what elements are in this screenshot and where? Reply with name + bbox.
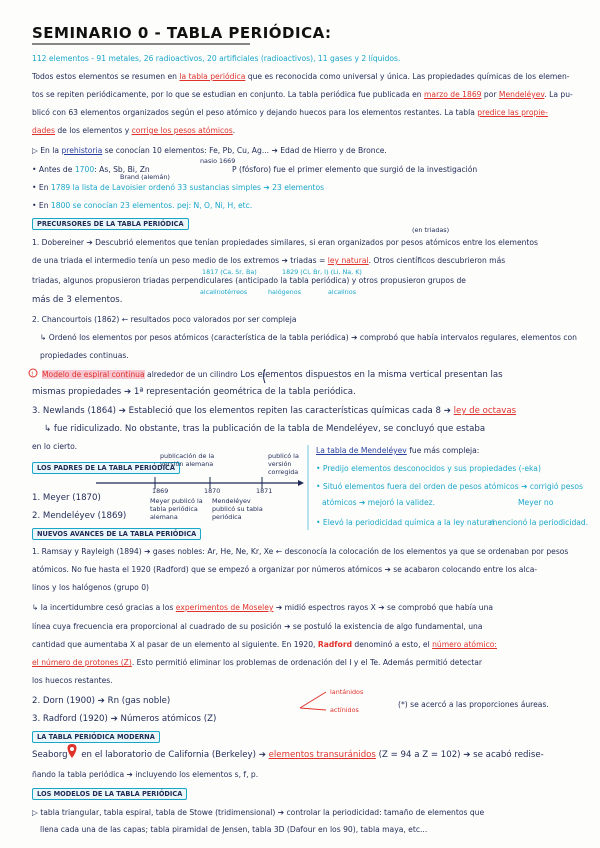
chancourtois-line-1: 2. Chancourtois (1862) ← resultados poco valorados por ser compleja — [32, 315, 297, 324]
precursor-line-2: de una triada el intermedio tenía un peso medio de los extremos ➔ triadas = ley natural. Otros científicos descubrieron más — [32, 256, 506, 265]
label-actinidos: actínidos — [330, 706, 359, 714]
modelos-line-1: ▷ tabla triangular, tabla espiral, tabla de Stowe (tridimensional) ➔ controlar la periodicidad: tamaño de elementos que — [32, 808, 485, 817]
mendel-point-3: • Elevó la periodicidad química a la ley natural — [316, 518, 495, 527]
precursor-line-4: más de 3 elementos. — [32, 295, 123, 305]
triad-1: 1817 (Ca, Sr, Ba) — [202, 268, 257, 276]
dorn-line: 2. Dorn (1900) ➔ Rn (gas noble) — [32, 696, 171, 706]
intro-line-2: Todos estos elementos se resumen en la tabla periódica que es reconocida como universal y única. Las propiedades químicas de los elemen- — [32, 72, 570, 81]
section-nuevos: NUEVOS AVANCES DE LA TABLA PERIÓDICA — [32, 528, 201, 540]
radford-line: 3. Radford (1920) ➔ Números atómicos (Z) — [32, 714, 217, 724]
note-nasio: nasio 1669 — [200, 157, 236, 165]
ramsay-line-1: 1. Ramsay y Rayleigh (1894) ➔ gases nobles: Ar, He, Ne, Kr, Xe ← desconocía la colocación de los elementos ya que se ordenaban por pesos — [32, 547, 569, 556]
seaborg-line-1: Seaborg en el laboratorio de California (Berkeley) ➔ elementos transuránidos (Z = 94 a Z = 102) ➔ se acabó redise- — [32, 750, 544, 760]
timeline-year-1: 1869 — [152, 487, 169, 495]
note-brand: Brand (alemán) — [120, 173, 170, 181]
mendel-header: La tabla de Mendeléyev fue más compleja: — [316, 446, 480, 455]
moseley-line-4: el número de protones (Z). Esto permitió eliminar los problemas de ordenación del I y el Te. Además permitió detectar — [32, 658, 483, 667]
moseley-line-5: los huecos restantes. — [32, 676, 113, 685]
chancourtois-line-3: propiedades continuas. — [40, 351, 129, 360]
timeline-year-2: 1870 — [204, 487, 221, 495]
precursor-line-1: 1. Dobereiner ➔ Descubrió elementos que tenían propiedades similares, si eran organizados por pesos atómicos entre los elementos — [32, 238, 539, 247]
modelos-line-2: llena cada una de las capas; tabla piramidal de Jensen, tabla 3D (Dafour en los 90), tabla maya, etc... — [40, 825, 428, 834]
newlands-line-3: en lo cierto. — [32, 442, 78, 451]
mendel-point-1: • Predijo elementos desconocidos y sus propiedades (-eka) — [316, 464, 541, 473]
precursor-line-3: triadas, algunos propusieron triadas perpendiculares (anticipado la tabla periódica) y otros propusieron grupos de — [32, 276, 466, 285]
ramsay-line-3: linos y los halógenos (grupo 0) — [32, 583, 150, 592]
arrow-lantanidos — [300, 692, 326, 708]
mendel-point-2b: atómicos ➔ mejoró la validez. — [322, 498, 436, 507]
svg-text:!: ! — [31, 371, 34, 378]
arrow-actinidos — [300, 708, 326, 710]
ramsay-line-2: atómicos. No fue hasta el 1920 (Radford) que se empezó a organizar por números atómicos ➔ se acabaron colocando entre los alca- — [32, 565, 538, 574]
aurea-note: (*) se acercó a las proporciones áureas. — [398, 700, 549, 709]
timeline-label-2: Mendeléyev publicó su tabla periódica — [212, 497, 263, 521]
timeline-note-2: publicó la versión corregida — [268, 452, 299, 476]
moseley-line-2: línea cuya frecuencia era proporcional al cuadrado de su posición ➔ se postuló la existencia de algo fundamental, una — [32, 622, 483, 631]
section-precursores: PRECURSORES DE LA TABLA PERIÓDICA — [32, 218, 189, 230]
section-padres: LOS PADRES DE LA TABLA PERIÓDICA — [32, 462, 180, 474]
triad-2: 1829 (Cl, Br, I) (Li, Na, K) — [282, 268, 362, 276]
seaborg-line-2: ñando la tabla periódica ➔ incluyendo los elementos s, f, p. — [32, 770, 259, 779]
triad-1-label: alcalinotérreos — [200, 288, 248, 296]
moseley-line-3: cantidad que aumentaba X al pasar de un elemento al siguiente. En 1920, Radford denominó a esto, el número atómico: — [32, 640, 497, 649]
triad-2-label-b: alcalinos — [328, 288, 356, 296]
section-moderna: LA TABLA PERIÓDICA MODERNA — [32, 731, 160, 743]
newlands-line-2: ↳ fue ridiculizado. No obstante, tras la publicación de la tabla de Mendeléyev, se concluyó que estaba — [44, 424, 486, 434]
intro-line-3: tos se repiten periódicamente, por lo que se estudian en conjunto. La tabla periódica fue publicada en marzo de 1869 por Mendeléyev. La pu- — [32, 90, 573, 99]
espiral-line-2: mismas propiedades ➔ 1ª representación geométrica de la tabla periódica. — [32, 387, 356, 397]
intro-line-1: 112 elementos - 91 metales, 26 radioactivos, 20 artificiales (radioactivos), 11 gases y 2 líquidos. — [32, 54, 401, 63]
intro-line-5: dades de los elementos y corrige los pesos atómicos. — [32, 126, 236, 135]
history-line-4: • En 1800 se conocían 23 elementos. pej: N, O, Ni, H, etc. — [32, 201, 253, 210]
timeline-year-3: 1871 — [256, 487, 273, 495]
padre-meyer: 1. Meyer (1870) — [32, 493, 101, 503]
newlands-line-1: 3. Newlands (1864) ➔ Estableció que los elementos repiten las características químicas cada 8 ➔ ley de octavas — [32, 406, 517, 416]
history-line-2b: P (fósforo) fue el primer elemento que surgió de la investigación — [232, 165, 478, 174]
moseley-line-1: ↳ la incertidumbre cesó gracias a los experimentos de Moseley ➔ midió espectros rayos X ➔ se comprobó que había una — [32, 603, 494, 612]
history-line-1: ▷ En la prehistoria se conocían 10 elementos: Fe, Pb, Cu, Ag... ➔ Edad de Hierro y de Bronce. — [32, 146, 387, 155]
intro-line-4: blicó con 63 elementos organizados según el peso atómico y dejando huecos para los elementos restantes. La tabla predice las propie- — [32, 108, 548, 117]
label-lantanidos: lantánidos — [330, 688, 364, 696]
mendel-point-2: • Situó elementos fuera del orden de pesos atómicos ➔ corrigió pesos — [316, 482, 583, 491]
timeline-label-1: Meyer publicó la tabla periódica alemana — [150, 497, 203, 521]
chancourtois-line-2: ↳ Ordenó los elementos por pesos atómicos (característica de la tabla periódica) ➔ comprobó que había intervalos regulares, elementos con — [40, 333, 577, 342]
page-title: SEMINARIO 0 - TABLA PERIÓDICA: — [32, 24, 332, 42]
history-line-2: • Antes de 1700: As, Sb, Bi, Zn — [32, 165, 150, 174]
history-line-3: • En 1789 la lista de Lavoisier ordenó 33 sustancias simples ➔ 23 elementos — [32, 183, 325, 192]
meyer-note-b: mencionó la periodicidad. — [490, 518, 589, 527]
section-modelos: LOS MODELOS DE LA TABLA PERIÓDICA — [32, 788, 187, 800]
espiral-line-1: Modelo de espiral continua alrededor de un cilindro Los elementos dispuestos en la misma vertical presentan las — [42, 370, 503, 380]
meyer-note-a: Meyer no — [518, 498, 554, 507]
padre-mendeleyev: 2. Mendeléyev (1869) — [32, 511, 127, 521]
note-en-triadas: (en triadas) — [412, 226, 450, 234]
triad-2-label: halógenos — [268, 288, 301, 296]
timeline-arrow — [298, 480, 304, 486]
timeline-note-1: publicación de la versión alemana — [160, 452, 215, 468]
